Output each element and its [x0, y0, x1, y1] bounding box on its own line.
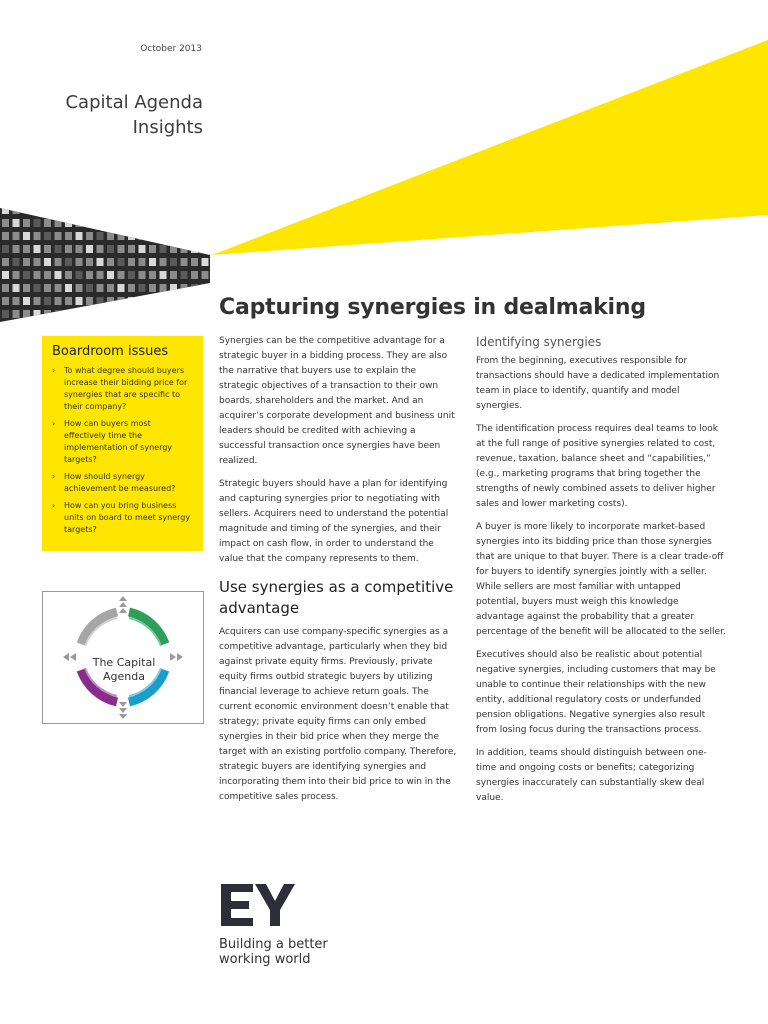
paragraph: A buyer is more likely to incorporate market-based synergies into its bidding price than those synergies that are unique to that buyer. There is a clear trade-off for buyers to identify synergies jointly with a seller. While sellers are most familiar with untapped potential, buyers must weigh this knowledge advantage against the probability that a greater percentage of the benefit will be allocated to the seller.	[476, 522, 726, 637]
chevron-right-icon: ›	[52, 472, 56, 481]
boardroom-title: Boardroom issues	[52, 344, 169, 359]
paragraph: Strategic buyers should have a plan for identifying and capturing synergies prior to negotiating with sellers. Acquirers need to understand the potential magnitude and timing of the synergies, and their impact on cash flow, in order to understand the value that the company represents to them.	[219, 479, 449, 564]
ring-segment-grey-top-left	[81, 612, 117, 644]
ey-logo-icon	[219, 880, 299, 930]
hero-graphic	[0, 0, 768, 330]
chevron-right-icon: ›	[52, 501, 56, 510]
list-item: › To what degree should buyers increase their bidding price for synergies that are specific to their company?	[52, 366, 188, 411]
boardroom-list	[52, 365, 193, 536]
ey-tagline: Building a better working world	[219, 937, 328, 967]
arrow-up-icon	[119, 596, 127, 613]
article-column-1	[219, 334, 457, 813]
series-title-line2: Insights	[132, 117, 203, 138]
yellow-beam-large	[212, 40, 768, 255]
paragraph: Executives should also be realistic about potential negative synergies, including customers that may be unable to continue their relationships with the new entity, additional regulatory costs or underfunded pension obligations. Negative synergies also result from losing focus during the transactions process.	[476, 650, 716, 735]
ey-logo	[219, 880, 299, 930]
capital-agenda-label: The Capital Agenda	[92, 656, 156, 683]
list-item: › How should synergy achievement be measured?	[52, 472, 176, 493]
paragraph: Synergies can be the competitive advantage for a strategic buyer in a bidding process. They are also the narrative that buyers use to explain the strategic objectives of a transaction to their own boards, shareholders and the market. And an acquirer’s corporate development and business unit leaders should be credited with achieving a successful transaction once synergies have been realized.	[219, 336, 455, 466]
list-item: › How can buyers most effectively time the implementation of synergy targets?	[52, 419, 173, 464]
publication-date: October 2013	[140, 44, 202, 54]
paragraph: The identification process requires deal teams to look at the full range of positive synergies related to cost, revenue, taxation, balance sheet and “capabilities,” (e.g., marketing programs that bring together the strengths of newly combined assets to deliver higher sales and lower marketing costs).	[476, 424, 718, 509]
series-title-line1: Capital Agenda	[65, 92, 203, 113]
paragraph: Acquirers can use company-specific synergies as a competitive advantage, particularly when they bid against private equity firms. Previously, private equity firms outbid strategic buyers by utilizing financial leverage to achieve return goals. The current economic environment doesn’t enable that strategy; private equity firms can only embed synergies in their bid price when they merge the target with an existing portfolio company. Therefore, strategic buyers are identifying synergies and incorporating them into their bid price to win in the competitive sales process.	[219, 627, 457, 802]
article-column-2	[476, 335, 726, 814]
section-heading: Use synergies as a competitive advantage	[219, 578, 454, 617]
arrow-left-icon	[63, 653, 76, 661]
capital-agenda-graphic	[42, 591, 204, 724]
paragraph: From the beginning, executives responsible for transactions should have a dedicated implementation team in place to identify, quantify and model synergies.	[476, 356, 720, 411]
building-photo	[0, 200, 212, 330]
chevron-right-icon: ›	[52, 419, 56, 428]
boardroom-issues-box	[42, 336, 203, 551]
paragraph: In addition, teams should distinguish between one-time and ongoing costs or benefits; categorizing synergies inaccurately can substantially skew deal value.	[476, 748, 707, 803]
section-heading: Identifying synergies	[476, 335, 602, 349]
arrow-right-icon	[170, 653, 183, 661]
arrow-down-icon	[119, 702, 127, 719]
page-title: Capturing synergies in dealmaking	[219, 295, 646, 320]
ring-segment-green	[129, 612, 165, 644]
list-item: › How can you bring business units on board to meet synergy targets?	[52, 501, 191, 534]
chevron-right-icon: ›	[52, 366, 56, 375]
